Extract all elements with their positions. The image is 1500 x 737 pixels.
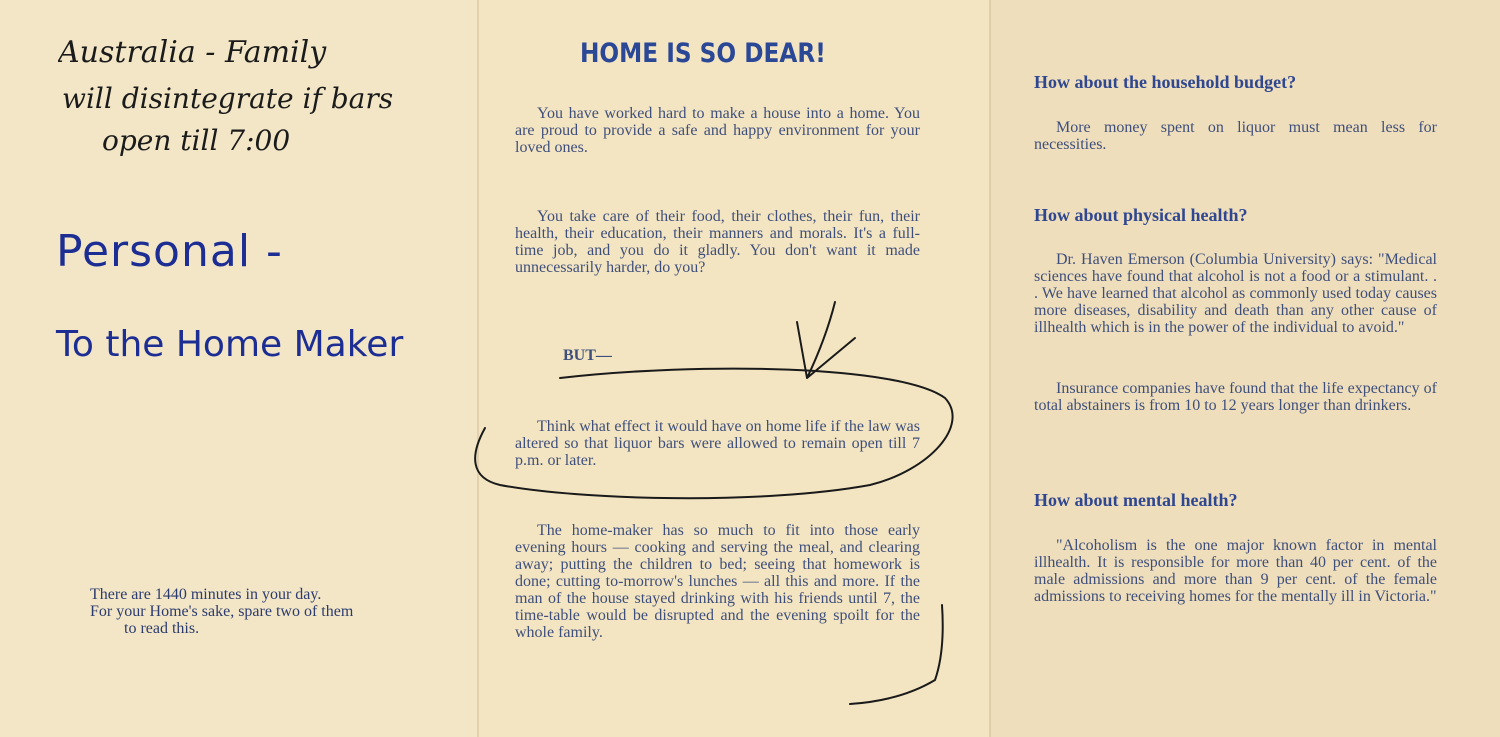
heading-physical-health: How about physical health? — [1034, 205, 1248, 225]
fold-line-right — [989, 0, 991, 737]
cover-title: Personal - — [56, 226, 283, 277]
minutes-line-2: For your Home's sake, spare two of them — [90, 603, 354, 620]
panel-questions — [990, 0, 1500, 737]
handwritten-line-1: Australia - Family — [58, 35, 327, 70]
but-label: BUT— — [563, 347, 612, 364]
heading-mental-health: How about mental health? — [1034, 490, 1238, 510]
paragraph-mental-health-quote: "Alcoholism is the one major known factor in mental illhealth. It is responsible for more than 40 per cent. of the male admissions and more than 9 per cent. of the female admissions to receiving homes for the mentally ill in Victoria." — [1034, 537, 1437, 605]
paragraph-life-expectancy: Insurance companies have found that the life expectancy of total abstainers is from 10 to 12 years longer than drinkers. — [1034, 380, 1437, 414]
middle-paragraph-4: The home-maker has so much to fit into those early evening hours — cooking and serving the meal, and clearing away; putting the children to bed; seeing that homework is done; cutting to-morrow's lunches — all this and more. If the man of the house stayed drinking with his friends until 7, the time-table would be disrupted and the evening spoilt for the whole family. — [515, 522, 920, 641]
minutes-line-1: There are 1440 minutes in your day. — [90, 586, 322, 603]
cover-minutes-note — [90, 586, 450, 637]
handwritten-line-2: will disintegrate if bars — [62, 82, 394, 115]
middle-paragraph-2: You take care of their food, their clothes, their fun, their health, their education, their manners and morals. It's a full-time job, and you do it gladly. You don't want it made unnecessarily harder, do you? — [515, 208, 920, 276]
cover-subtitle: To the Home Maker — [56, 324, 404, 365]
middle-heading: HOME IS SO DEAR! — [580, 38, 826, 69]
middle-paragraph-3: Think what effect it would have on home life if the law was altered so that liquor bars were allowed to remain open till 7 p.m. or later. — [515, 418, 920, 469]
paragraph-physical-health-quote: Dr. Haven Emerson (Columbia University) says: "Medical sciences have found that alcohol is not a food or a stimulant. . . We have learned that alcohol as commonly used today causes more diseases, disability and death than any other cause of illhealth which is in the power of the individual to avoid." — [1034, 251, 1437, 336]
handwritten-line-3: open till 7:00 — [102, 124, 291, 157]
minutes-line-3: to read this. — [124, 620, 200, 637]
middle-paragraph-1: You have worked hard to make a house into a home. You are proud to provide a safe and happy environment for your loved ones. — [515, 105, 920, 156]
handwritten-note — [58, 26, 478, 166]
heading-household-budget: How about the household budget? — [1034, 72, 1297, 92]
paragraph-household-budget: More money spent on liquor must mean less for necessities. — [1034, 119, 1437, 153]
